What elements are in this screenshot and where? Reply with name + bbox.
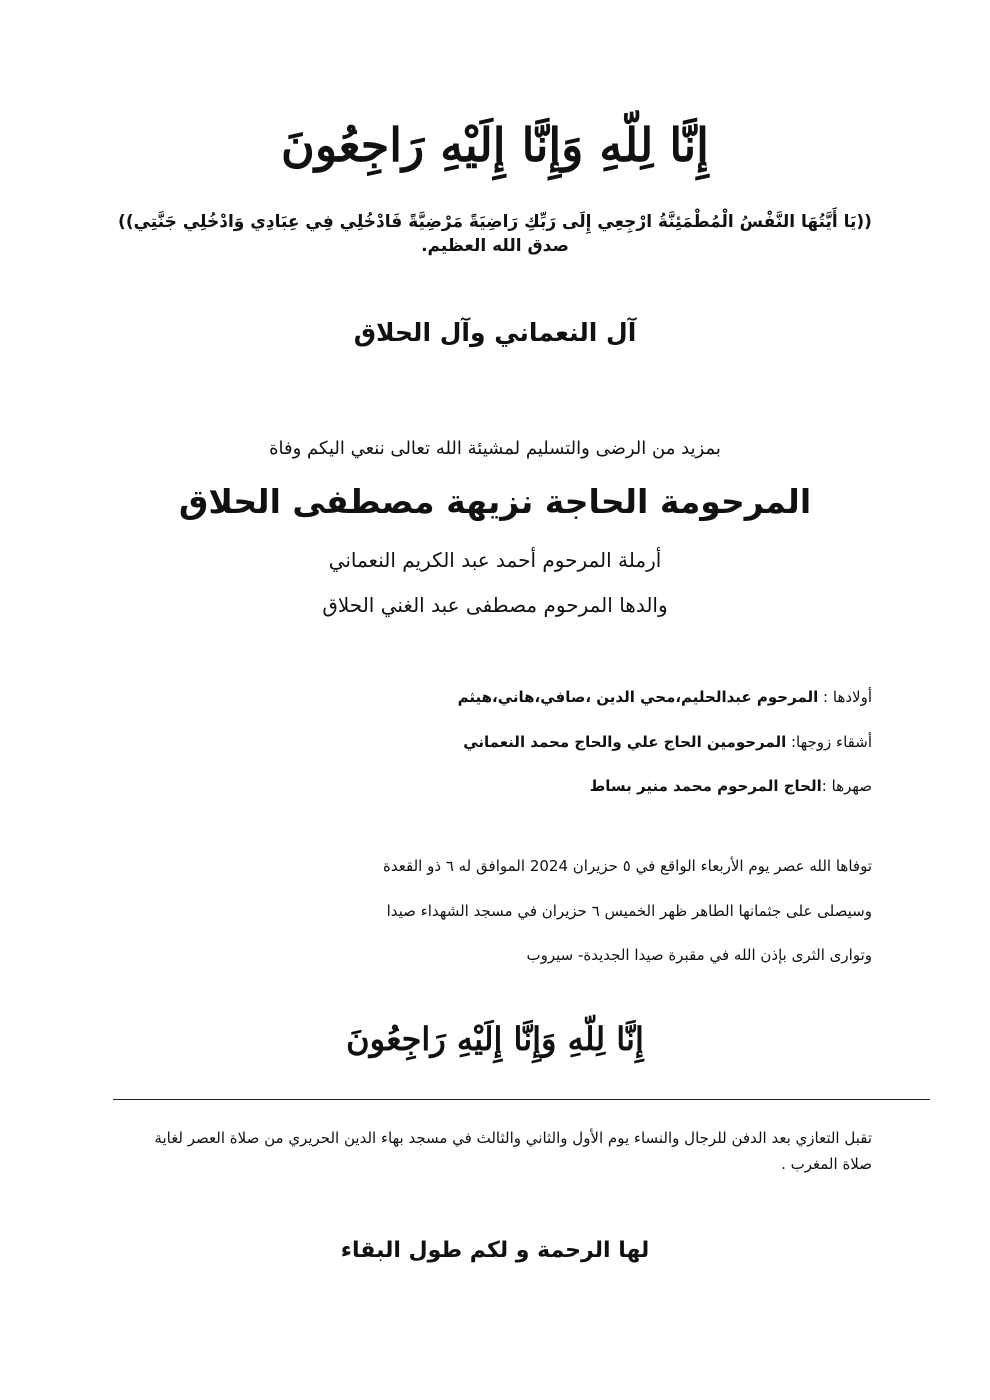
relative-names: المرحومين الحاج علي والحاج محمد النعماني bbox=[463, 733, 787, 751]
deceased-name: المرحومة الحاجة نزيهة مصطفى الحلاق bbox=[178, 482, 812, 521]
relative-label: أولادها : bbox=[818, 688, 872, 706]
burial-line: وتوارى الثرى بإذن الله في مقبرة صيدا الجديدة- سيروب bbox=[526, 946, 872, 964]
relative-names: المرحوم عبدالحليم،محي الدين ،صافي،هاني،هيثم bbox=[457, 688, 819, 706]
divider bbox=[113, 1099, 930, 1100]
widow-of-line: أرملة المرحوم أحمد عبد الكريم النعماني bbox=[328, 548, 662, 572]
relative-line-son-in-law bbox=[590, 777, 872, 795]
relative-names: الحاج المرحوم محمد منير بساط bbox=[589, 777, 822, 795]
quran-quote-closing: صدق الله العظيم. bbox=[421, 236, 569, 256]
death-date-line: توفاها الله عصر يوم الأربعاء الواقع في ٥ حزيران 2024 الموافق له ٦ ذو القعدة bbox=[383, 857, 872, 875]
family-names: آل النعماني وآل الحلاق bbox=[353, 318, 637, 347]
quran-quote: ((يَا أَيَّتُهَا النَّفْسُ الْمُطْمَئِنَّةُ ارْجِعِي إِلَى رَبِّكِ رَاضِيَةً مَرْضِيَّةً فَادْخُلِي فِي عِبَادِي وَادْخُلِي جَنَّتِي)) bbox=[118, 212, 872, 232]
daughter-of-line: والدها المرحوم مصطفى عبد الغني الحلاق bbox=[322, 593, 668, 617]
announcement-intro: بمزيد من الرضى والتسليم لمشيئة الله تعالى ننعي اليكم وفاة bbox=[269, 438, 721, 459]
quran-verse-heading: إِنَّا لِلّهِ وَإِنَّا إِلَيْهِ رَاجِعُونَ bbox=[281, 118, 709, 172]
relative-line-children bbox=[458, 688, 872, 706]
relative-label: أشقاء زوجها: bbox=[786, 733, 872, 751]
condolences-notice: تقبل التعازي بعد الدفن للرجال والنساء يوم الأول والثاني والثالث في مسجد بهاء الدين الحريري من صلاة العصر لغاية صلاة المغرب . bbox=[154, 1129, 872, 1173]
quran-verse-footer: إِنَّا لِلّهِ وَإِنَّا إِلَيْهِ رَاجِعُونَ bbox=[346, 1020, 644, 1058]
relative-line-brothers-in-law bbox=[463, 733, 872, 751]
quran-quote-block bbox=[100, 210, 890, 258]
closing-line: لها الرحمة و لكم طول البقاء bbox=[340, 1238, 650, 1263]
relative-label: صهرها : bbox=[821, 777, 872, 795]
funeral-prayer-line: وسيصلى على جثمانها الطاهر ظهر الخميس ٦ حزيران في مسجد الشهداء صيدا bbox=[386, 902, 872, 920]
